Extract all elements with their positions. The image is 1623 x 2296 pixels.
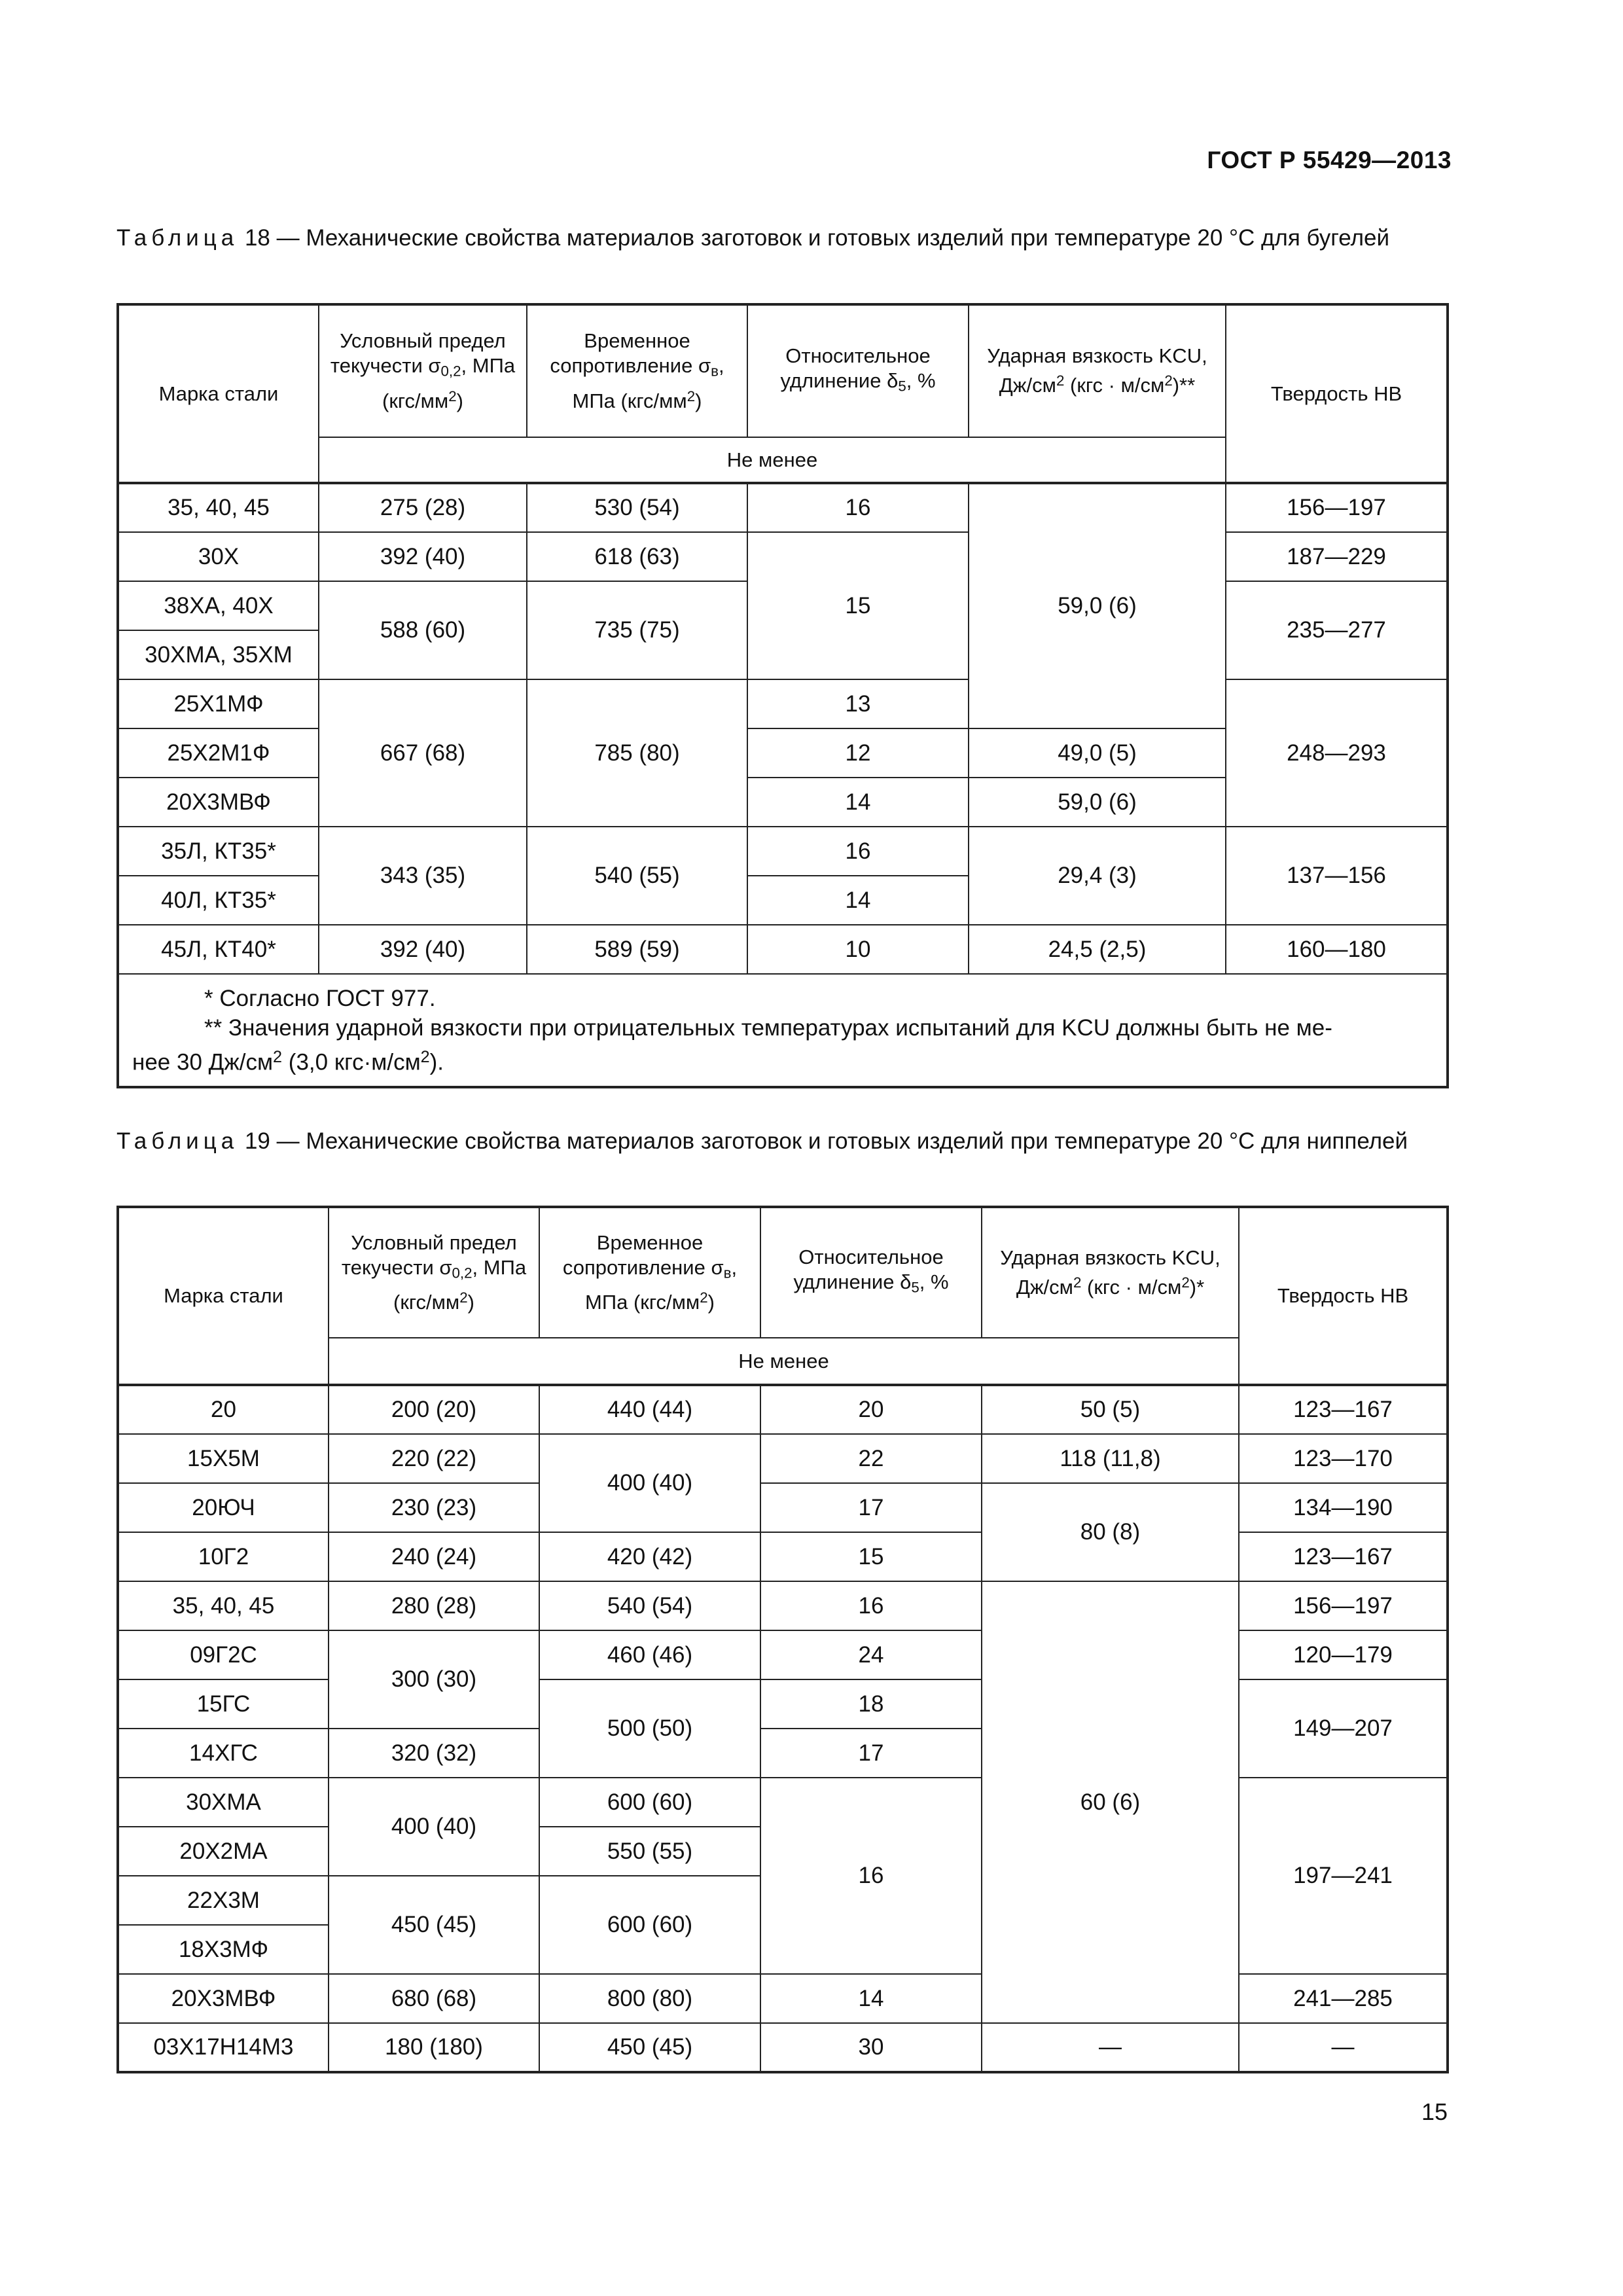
cell-tensile: 550 (55) (539, 1827, 760, 1876)
footnote-2-cont: нее 30 $Дж/см^2$ (3,0 $кгс\cdot м/см^2$). (132, 1048, 444, 1075)
cell-impact: 49,0 (5) (969, 728, 1226, 778)
cell-yield: 400 (40) (329, 1778, 539, 1876)
cell-grade: 20 (118, 1385, 329, 1434)
cell-tensile: 735 (75) (527, 581, 747, 679)
cell-grade: 09Г2С (118, 1630, 329, 1679)
cell-elongation: 20 (760, 1385, 982, 1434)
cell-hardness: 187—229 (1226, 532, 1448, 581)
cell-elongation: 14 (747, 778, 969, 827)
header-tensile: Временное сопротивление $\sigma_в$, МПа $(кгс/мм^2)$ (527, 304, 747, 437)
cell-tensile: 530 (54) (527, 483, 747, 532)
table-row (118, 1630, 1448, 1679)
cell-tensile: 460 (46) (539, 1630, 760, 1679)
header-impact: Ударная вязкость KCU, $Дж/см^2$ $(кгс \cdot м/см^2)*$ (982, 1207, 1239, 1338)
cell-elongation: 14 (760, 1974, 982, 2023)
cell-grade: 10Г2 (118, 1532, 329, 1581)
cell-yield: 220 (22) (329, 1434, 539, 1483)
cell-yield: 343 (35) (319, 827, 527, 925)
table-row (118, 925, 1448, 974)
cell-elongation: 22 (760, 1434, 982, 1483)
cell-impact: 29,4 (3) (969, 827, 1226, 925)
cell-grade: 03Х17Н14М3 (118, 2023, 329, 2072)
cell-impact: 24,5 (2,5) (969, 925, 1226, 974)
cell-hardness: 160—180 (1226, 925, 1448, 974)
table-row (118, 1778, 1448, 1827)
cell-grade: 45Л, КТ40* (118, 925, 319, 974)
cell-impact: — (982, 2023, 1239, 2072)
cell-grade: 40Л, КТ35* (118, 876, 319, 925)
table-row (118, 1581, 1448, 1630)
caption-text: 19 — Механические свойства материалов заготовок и готовых изделий при температуре 20 °С для ниппелей (244, 1128, 1408, 1154)
cell-hardness: 156—197 (1239, 1581, 1448, 1630)
cell-elongation: 10 (747, 925, 969, 974)
cell-tensile: 540 (54) (539, 1581, 760, 1630)
cell-hardness: 149—207 (1239, 1679, 1448, 1778)
footnote-2: ** Значения ударной вязкости при отрицательных температурах испытаний для KCU должны быть не ме- (204, 1015, 1332, 1041)
cell-grade: 35, 40, 45 (118, 483, 319, 532)
cell-elongation: 24 (760, 1630, 982, 1679)
header-grade: Марка стали (118, 1207, 329, 1385)
header-hardness: Твердость НВ (1226, 304, 1448, 483)
cell-elongation: 18 (760, 1679, 982, 1729)
cell-grade: 20ЮЧ (118, 1483, 329, 1532)
cell-grade: 18Х3МФ (118, 1925, 329, 1974)
cell-grade: 22Х3М (118, 1876, 329, 1925)
cell-tensile: 440 (44) (539, 1385, 760, 1434)
header-elongation: Относительное удлинение $\delta_5$, % (760, 1207, 982, 1338)
table-row (118, 532, 1448, 581)
cell-yield: 280 (28) (329, 1581, 539, 1630)
table-row (118, 1974, 1448, 2023)
cell-elongation: 30 (760, 2023, 982, 2072)
table-19 (116, 1206, 1449, 2073)
cell-yield: 180 (180) (329, 2023, 539, 2072)
cell-yield: 275 (28) (319, 483, 527, 532)
notes-cell (118, 974, 1448, 1087)
cell-grade: 15Х5М (118, 1434, 329, 1483)
cell-yield: 230 (23) (329, 1483, 539, 1532)
header-not-less: Не менее (319, 437, 1226, 483)
cell-tensile: 600 (60) (539, 1778, 760, 1827)
cell-grade: 20Х3МВФ (118, 1974, 329, 2023)
caption-word: Таблица (116, 1128, 239, 1154)
cell-impact: 50 (5) (982, 1385, 1239, 1434)
cell-elongation: 16 (747, 827, 969, 876)
cell-grade: 15ГС (118, 1679, 329, 1729)
cell-tensile: 800 (80) (539, 1974, 760, 2023)
cell-grade: 38ХА, 40Х (118, 581, 319, 630)
cell-elongation: 16 (760, 1581, 982, 1630)
cell-elongation: 12 (747, 728, 969, 778)
cell-elongation: 13 (747, 679, 969, 728)
caption-word: Таблица (116, 225, 239, 251)
table-row (118, 827, 1448, 876)
header-impact: Ударная вязкость KCU, $Дж/см^2$ $(кгс \cdot м/см^2)**$ (969, 304, 1226, 437)
cell-grade: 20Х2МА (118, 1827, 329, 1876)
cell-grade: 30ХМА (118, 1778, 329, 1827)
cell-elongation: 17 (760, 1483, 982, 1532)
cell-hardness: 248—293 (1226, 679, 1448, 827)
cell-yield: 450 (45) (329, 1876, 539, 1974)
table-row (118, 2023, 1448, 2072)
table-18 (116, 303, 1449, 1088)
cell-hardness: — (1239, 2023, 1448, 2072)
cell-tensile: 500 (50) (539, 1679, 760, 1778)
cell-grade: 30ХМА, 35ХМ (118, 630, 319, 679)
cell-hardness: 123—170 (1239, 1434, 1448, 1483)
table-row (118, 1385, 1448, 1434)
header-yield: Условный предел текучести $\sigma_{0,2}$, МПа $(кгс/мм^2)$ (329, 1207, 539, 1338)
cell-hardness: 156—197 (1226, 483, 1448, 532)
cell-tensile: 450 (45) (539, 2023, 760, 2072)
cell-yield: 392 (40) (319, 532, 527, 581)
cell-hardness: 120—179 (1239, 1630, 1448, 1679)
cell-hardness: 123—167 (1239, 1532, 1448, 1581)
cell-tensile: 400 (40) (539, 1434, 760, 1532)
cell-impact: 59,0 (6) (969, 483, 1226, 728)
cell-hardness: 197—241 (1239, 1778, 1448, 1974)
table-row (118, 679, 1448, 728)
cell-grade: 25Х1МФ (118, 679, 319, 728)
table-notes (118, 974, 1448, 1087)
standard-number: ГОСТ Р 55429—2013 (1207, 147, 1452, 173)
cell-tensile: 420 (42) (539, 1532, 760, 1581)
cell-grade: 35, 40, 45 (118, 1581, 329, 1630)
table-row (118, 1434, 1448, 1483)
cell-elongation: 15 (747, 532, 969, 679)
cell-impact: 59,0 (6) (969, 778, 1226, 827)
cell-yield: 300 (30) (329, 1630, 539, 1729)
cell-grade: 30Х (118, 532, 319, 581)
cell-tensile: 589 (59) (527, 925, 747, 974)
header-tensile: Временное сопротивление $\sigma_в$, МПа $(кгс/мм^2)$ (539, 1207, 760, 1338)
cell-hardness: 134—190 (1239, 1483, 1448, 1532)
cell-grade: 14ХГС (118, 1729, 329, 1778)
cell-grade: 20Х3МВФ (118, 778, 319, 827)
table18-caption (116, 224, 1452, 253)
cell-grade: 25Х2М1Ф (118, 728, 319, 778)
cell-tensile: 600 (60) (539, 1876, 760, 1974)
cell-elongation: 17 (760, 1729, 982, 1778)
table19-caption (116, 1127, 1452, 1156)
cell-elongation: 15 (760, 1532, 982, 1581)
cell-tensile: 618 (63) (527, 532, 747, 581)
table-row (118, 1532, 1448, 1581)
table-row (118, 1679, 1448, 1729)
header-elongation: Относительное удлинение $\delta_5$, % (747, 304, 969, 437)
cell-hardness: 241—285 (1239, 1974, 1448, 2023)
cell-tensile: 785 (80) (527, 679, 747, 827)
cell-hardness: 137—156 (1226, 827, 1448, 925)
cell-elongation: 14 (747, 876, 969, 925)
header-hardness: Твердость НВ (1239, 1207, 1448, 1385)
cell-yield: 667 (68) (319, 679, 527, 827)
cell-yield: 392 (40) (319, 925, 527, 974)
caption-text: 18 — Механические свойства материалов заготовок и готовых изделий при температуре 20 °С для бугелей (244, 225, 1390, 251)
table-row (118, 1483, 1448, 1532)
table-row (118, 483, 1448, 532)
cell-elongation: 16 (760, 1778, 982, 1974)
cell-grade: 35Л, КТ35* (118, 827, 319, 876)
cell-yield: 320 (32) (329, 1729, 539, 1778)
cell-hardness: 235—277 (1226, 581, 1448, 679)
cell-impact: 80 (8) (982, 1483, 1239, 1581)
page-number: 15 (1421, 2098, 1448, 2125)
cell-yield: 588 (60) (319, 581, 527, 679)
header-grade: Марка стали (118, 304, 319, 483)
cell-impact: 60 (6) (982, 1581, 1239, 2023)
cell-yield: 200 (20) (329, 1385, 539, 1434)
cell-elongation: 16 (747, 483, 969, 532)
footnote-1: * Согласно ГОСТ 977. (204, 986, 436, 1011)
cell-yield: 680 (68) (329, 1974, 539, 2023)
cell-hardness: 123—167 (1239, 1385, 1448, 1434)
header-not-less: Не менее (329, 1338, 1239, 1385)
header-yield: Условный предел текучести $\sigma_{0,2}$, МПа $(кгс/мм^2)$ (319, 304, 527, 437)
cell-yield: 240 (24) (329, 1532, 539, 1581)
cell-tensile: 540 (55) (527, 827, 747, 925)
cell-impact: 118 (11,8) (982, 1434, 1239, 1483)
